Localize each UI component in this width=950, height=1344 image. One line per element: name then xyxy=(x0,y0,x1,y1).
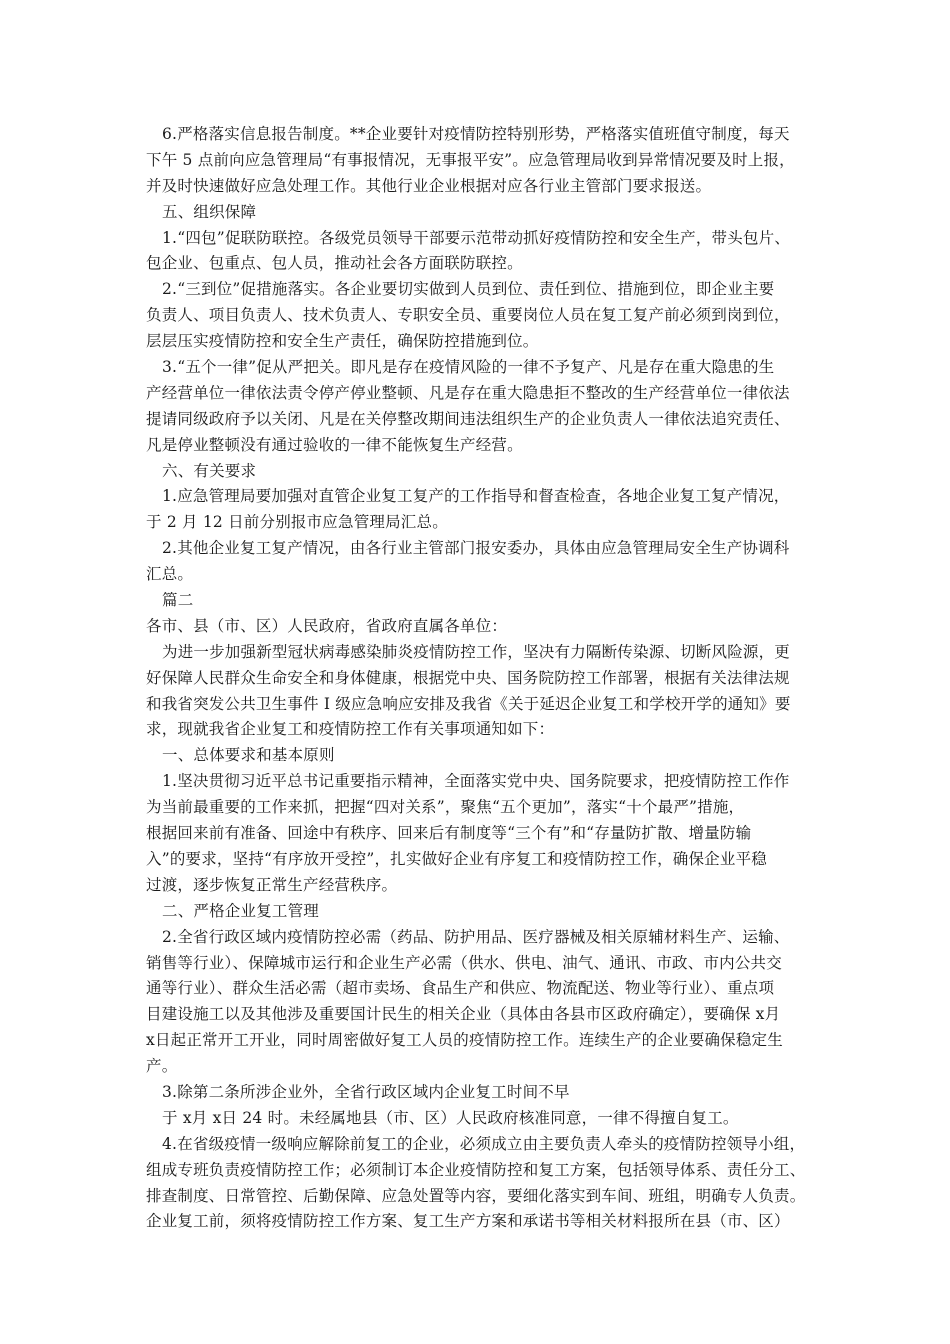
text-line: 过渡，逐步恢复正常生产经营秩序。 xyxy=(146,875,398,894)
text-line: 提请同级政府予以关闭、凡是在关停整改期间违法组织生产的企业负责人一律依法追究责任、 xyxy=(146,409,790,428)
text-line: 各市、县（市、区）人民政府，省政府直属各单位： xyxy=(146,616,508,635)
text-line: 2.其他企业复工复产情况，由各行业主管部门报安委办，具体由应急管理局安全生产协调科 xyxy=(162,539,790,558)
text-line: 3.“五个一律”促从严把关。即凡是存在疫情风险的一律不予复产、凡是存在重大隐患的生 xyxy=(162,358,775,377)
text-line: 企业复工前，须将疫情防控工作方案、复工生产方案和承诺书等相关材料报所在县（市、区） xyxy=(146,1212,790,1231)
text-line: 一、总体要求和基本原则 xyxy=(162,746,335,765)
text-line: 二、严格企业复工管理 xyxy=(162,901,320,920)
text-line: 为当前最重要的工作来抓，把握“四对关系”，聚焦“五个更加”，落实“十个最严”措施， xyxy=(146,798,745,817)
text-line: 目建设施工以及其他涉及重要国计民生的相关企业（具体由各县市区政府确定），要确保 x月 xyxy=(146,1005,781,1024)
text-line: 2.全省行政区域内疫情防控必需（药品、防护用品、医疗器械及相关原辅材料生产、运输、 xyxy=(162,927,790,946)
text-line: 组成专班负责疫情防控工作；必须制订本企业疫情防控和复工方案，包括领导体系、责任分工、 xyxy=(146,1160,806,1179)
text-line: 六、有关要求 xyxy=(162,461,257,480)
text-line: 6.严格落实信息报告制度。**企业要针对疫情防控特别形势，严格落实值班值守制度，每天 xyxy=(162,125,790,143)
text-line: 求，现就我省企业复工和疫情防控工作有关事项通知如下： xyxy=(146,720,555,739)
text-line: 并及时快速做好应急处理工作。其他行业企业根据对应各行业主管部门要求报送。 xyxy=(146,176,712,195)
text-line: 为进一步加强新型冠状病毒感染肺炎疫情防控工作，坚决有力隔断传染源、切断风险源，更 xyxy=(162,642,791,661)
text-line: 排查制度、日常管控、后勤保障、应急处置等内容，要细化落实到车间、班组，明确专人负责。 xyxy=(146,1186,806,1205)
text-line: 通等行业）、群众生活必需（超市卖场、食品生产和供应、物流配送、物业等行业）、重点项 xyxy=(146,979,775,998)
text-line: 入”的要求，坚持“有序放开受控”，扎实做好企业有序复工和疫情防控工作，确保企业平稳 xyxy=(146,849,767,868)
text-line: 4.在省级疫情一级响应解除前复工的企业，必须成立由主要负责人牵头的疫情防控领导小组， xyxy=(162,1134,806,1153)
text-line: 五、组织保障 xyxy=(162,202,257,221)
text-line: x日起正常开工开业，同时周密做好复工人员的疫情防控工作。连续生产的企业要确保稳定生 xyxy=(146,1031,783,1050)
text-line: 1.“四包”促联防联控。各级党员领导干部要示范带动抓好疫情防控和安全生产，带头包片、 xyxy=(162,228,791,247)
text-line: 销售等行业）、保障城市运行和企业生产必需（供水、供电、油气、通讯、市政、市内公共交 xyxy=(146,953,782,972)
text-line: 凡是停业整顿没有通过验收的一律不能恢复生产经营。 xyxy=(146,435,523,454)
text-line: 篇二 xyxy=(162,591,194,610)
text-line: 1.应急管理局要加强对直管企业复工复产的工作指导和督查检查，各地企业复工复产情况， xyxy=(162,487,790,506)
text-line: 下午 5 点前向应急管理局“有事报情况，无事报平安”。应急管理局收到异常情况要及时上报， xyxy=(146,150,795,169)
text-line: 于 2 月 12 日前分别报市应急管理局汇总。 xyxy=(146,513,448,532)
text-line: 汇总。 xyxy=(146,565,194,584)
text-line: 产。 xyxy=(146,1057,178,1076)
text-line: 1.坚决贯彻习近平总书记重要指示精神，全面落实党中央、国务院要求，把疫情防控工作作 xyxy=(162,772,790,791)
document-page xyxy=(146,122,816,1235)
text-line: 好保障人民群众生命安全和身体健康，根据党中央、国务院防控工作部署，根据有关法律法规 xyxy=(146,668,790,687)
text-line: 2.“三到位”促措施落实。各企业要切实做到人员到位、责任到位、措施到位，即企业主要 xyxy=(162,280,775,299)
text-line: 3.除第二条所涉企业外，全省行政区域内企业复工时间不早 xyxy=(162,1082,570,1101)
text-line: 于 x月 x日 24 时。未经属地县（市、区）人民政府核准同意，一律不得擅自复工。 xyxy=(162,1108,739,1127)
text-line: 根据回来前有准备、回途中有秩序、回来后有制度等“三个有”和“存量防扩散、增量防输 xyxy=(146,824,752,843)
text-line: 负责人、项目负责人、技术负责人、专职安全员、重要岗位人员在复工复产前必须到岗到位， xyxy=(146,306,790,325)
text-line: 和我省突发公共卫生事件 I 级应急响应安排及我省《关于延迟企业复工和学校开学的通知》要 xyxy=(146,694,791,713)
text-line: 包企业、包重点、包人员，推动社会各方面联防联控。 xyxy=(146,254,523,273)
text-line: 产经营单位一律依法责令停产停业整顿、凡是存在重大隐患拒不整改的生产经营单位一律依法 xyxy=(146,383,790,402)
text-line: 层层压实疫情防控和安全生产责任，确保防控措施到位。 xyxy=(146,332,539,351)
